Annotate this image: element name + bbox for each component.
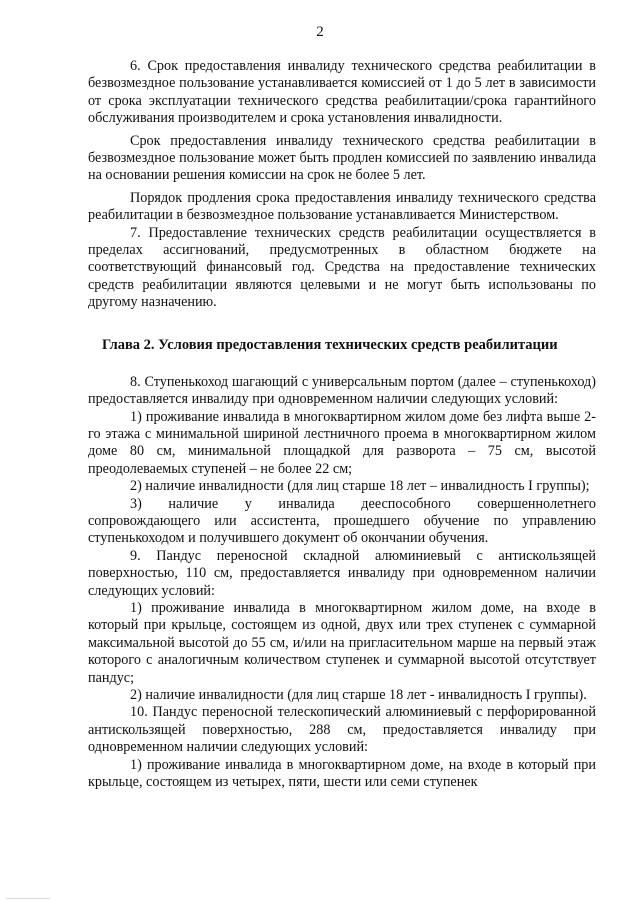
paragraph-7: 7. Предоставление технических средств реабилитации осуществляется в пределах ассигнований, предусмотренных в областном бюджете на соответствующий финансовый год. Средства на предоставление технических средств реабилитации являются целевыми и не могут быть использованы по другому назначению. — [88, 224, 596, 311]
paragraph-9-item-1: 1) проживание инвалида в многоквартирном жилом доме, на входе в который при крыльце, состоящем из одной, двух или трех ступенек с суммарной максимальной высотой до 55 см, и/или на пригласительном марше на первый этаж которого с аналогичным количеством ступенек и суммарной высотой отсутствует пандус; — [88, 599, 596, 686]
document-body — [88, 58, 596, 791]
paragraph-9-item-2: 2) наличие инвалидности (для лиц старше 18 лет - инвалидность I группы). — [130, 687, 587, 703]
paragraph-8-item-3: 3) наличие у инвалида дееспособного совершеннолетнего сопровождающего или ассистента, прошедшего обучение по управлению ступенькоходом и получившего документ об окончании обучения. — [88, 495, 596, 547]
paragraph-10-item-1: 1) проживание инвалида в многоквартирном доме, на входе в который при крыльце, состоящем из четырех, пяти, шести или семи ступенек — [88, 756, 596, 791]
paragraph-8-item-1: 1) проживание инвалида в многоквартирном жилом доме без лифта выше 2-го этажа с минимальной шириной лестничного проема в многоквартирном жилом доме 80 см, минимальной площадкой для разворота – 75 см, высотой преодолеваемых ступеней – не более 22 см; — [88, 408, 596, 477]
page-number: 2 — [316, 24, 324, 40]
paragraph-8: 8. Ступенькоход шагающий с универсальным портом (далее – ступенькоход) предоставляется инвалиду при одновременном наличии следующих условий: — [88, 373, 596, 408]
paragraph-6: 6. Срок предоставления инвалиду технического средства реабилитации в безвозмездное пользование устанавливается комиссией от 1 до 5 лет в зависимости от срока эксплуатации технического средства реабилитации/срока гарантийного обслуживания производителем и срока установления инвалидности. — [88, 58, 596, 127]
chapter-heading: Глава 2. Условия предоставления технических средств реабилитации — [102, 336, 558, 353]
paragraph-10: 10. Пандус переносной телескопический алюминиевый с перфорированной антискользящей поверхностью, 288 см, предоставляется инвалиду при одновременном наличии следующих условий: — [88, 704, 596, 756]
scan-edge-line — [6, 898, 50, 899]
paragraph-8-item-2: 2) наличие инвалидности (для лиц старше 18 лет – инвалидность I группы); — [130, 478, 590, 495]
paragraph-6-extension: Срок предоставления инвалиду технического средства реабилитации в безвозмездное пользование может быть продлен комиссией по заявлению инвалида на основании решения комиссии на срок не более 5 лет. — [88, 132, 596, 184]
paragraph-9: 9. Пандус переносной складной алюминиевый с антискользящей поверхностью, 110 см, предоставляется инвалиду при одновременном наличии следующих условий: — [88, 547, 596, 599]
paragraph-6-procedure: Порядок продления срока предоставления инвалиду технического средства реабилитации в безвозмездное пользование устанавливается Министерством. — [88, 189, 596, 224]
